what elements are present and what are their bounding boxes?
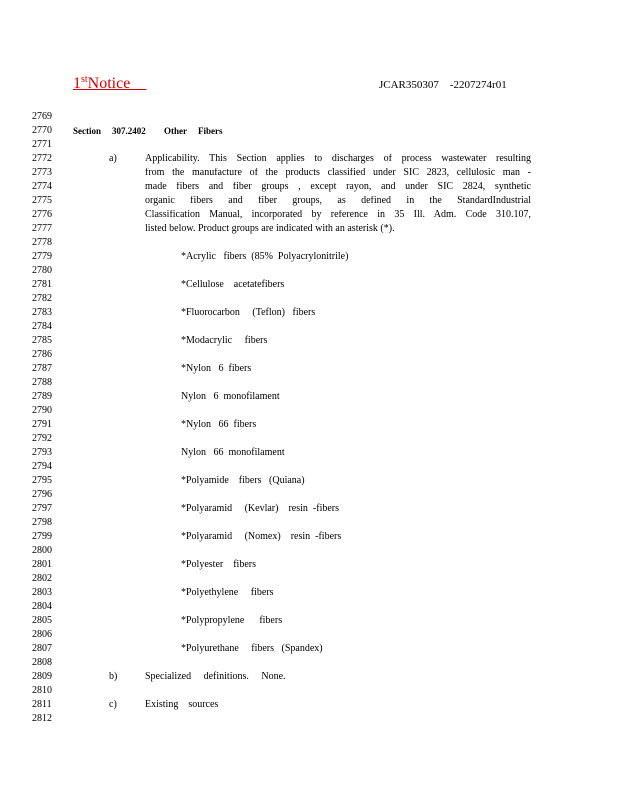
paragraph-line: made fibers and fiber groups , except rayon, and under SIC 2824, synthetic bbox=[145, 182, 531, 192]
product-item: *Nylon 6 fibers bbox=[181, 363, 252, 374]
line-number: 2806 bbox=[32, 629, 52, 640]
line-number: 2803 bbox=[32, 587, 52, 598]
line-number: 2807 bbox=[32, 643, 52, 654]
paragraph-line: organic fibers and fiber groups, as defined in the StandardIndustrial bbox=[145, 196, 531, 206]
line-number: 2789 bbox=[32, 391, 52, 402]
line-number: 2791 bbox=[32, 419, 52, 430]
paragraph-line: Applicability. This Section applies to discharges of process wastewater resulting bbox=[145, 154, 531, 164]
line-number: 2774 bbox=[32, 181, 52, 192]
product-item: *Polyaramid (Kevlar) resin -fibers bbox=[181, 503, 340, 514]
line-number: 2805 bbox=[32, 615, 52, 626]
product-item: *Cellulose acetatefibers bbox=[181, 279, 285, 290]
product-item: *Polypropylene fibers bbox=[181, 615, 283, 626]
line-number: 2776 bbox=[32, 209, 52, 220]
subsection-a-marker: a) bbox=[109, 153, 117, 164]
paragraph-line: from the manufacture of the products classified under SIC 2823, cellulosic man - bbox=[145, 168, 531, 178]
section-number: 307.2402 bbox=[112, 126, 146, 136]
product-item: Nylon 6 monofilament bbox=[181, 391, 280, 402]
line-number: 2812 bbox=[32, 713, 52, 724]
product-item: *Fluorocarbon (Teflon) fibers bbox=[181, 307, 316, 318]
line-number: 2787 bbox=[32, 363, 52, 374]
product-item: Nylon 66 monofilament bbox=[181, 447, 285, 458]
line-number: 2785 bbox=[32, 335, 52, 346]
line-number: 2811 bbox=[32, 699, 52, 710]
product-item: *Polyester fibers bbox=[181, 559, 256, 570]
line-number: 2778 bbox=[32, 237, 52, 248]
line-number: 2810 bbox=[32, 685, 52, 696]
line-number: 2794 bbox=[32, 461, 52, 472]
line-number: 2793 bbox=[32, 447, 52, 458]
product-item: *Polyaramid (Nomex) resin -fibers bbox=[181, 531, 342, 542]
notice-word: Notice bbox=[87, 75, 131, 92]
line-number: 2784 bbox=[32, 321, 52, 332]
line-number: 2798 bbox=[32, 517, 52, 528]
line-number: 2788 bbox=[32, 377, 52, 388]
line-number: 2782 bbox=[32, 293, 52, 304]
line-number: 2770 bbox=[32, 125, 52, 136]
line-number: 2779 bbox=[32, 251, 52, 262]
line-number: 2809 bbox=[32, 671, 52, 682]
line-number: 2780 bbox=[32, 265, 52, 276]
existing-sources-text: Existing sources bbox=[145, 699, 219, 710]
document-id: JCAR350307 -2207274r01 bbox=[379, 79, 507, 91]
line-number: 2797 bbox=[32, 503, 52, 514]
section-title-word-1: Other bbox=[164, 126, 187, 136]
line-number: 2786 bbox=[32, 349, 52, 360]
notice-ordinal-suffix: st bbox=[81, 74, 88, 85]
line-number: 2783 bbox=[32, 307, 52, 318]
line-number: 2773 bbox=[32, 167, 52, 178]
line-number: 2796 bbox=[32, 489, 52, 500]
line-number: 2771 bbox=[32, 139, 52, 150]
line-number: 2790 bbox=[32, 405, 52, 416]
section-title-word-2: Fibers bbox=[198, 126, 223, 136]
line-number: 2775 bbox=[32, 195, 52, 206]
line-number: 2781 bbox=[32, 279, 52, 290]
line-number: 2800 bbox=[32, 545, 52, 556]
specialized-definitions-text: Specialized definitions. None. bbox=[145, 671, 286, 682]
applicability-paragraph bbox=[145, 154, 531, 234]
paragraph-line: listed below. Product groups are indicated with an asterisk (*). bbox=[145, 224, 395, 234]
line-number: 2777 bbox=[32, 223, 52, 234]
product-item: *Modacrylic fibers bbox=[181, 335, 268, 346]
line-number: 2799 bbox=[32, 531, 52, 542]
notice-label bbox=[73, 74, 146, 93]
line-number: 2804 bbox=[32, 601, 52, 612]
line-number: 2801 bbox=[32, 559, 52, 570]
product-item: *Nylon 66 fibers bbox=[181, 419, 257, 430]
section-word: Section bbox=[73, 126, 101, 136]
notice-number: 1 bbox=[73, 75, 81, 92]
product-item: *Polyurethane fibers (Spandex) bbox=[181, 643, 323, 654]
product-item: *Polyethylene fibers bbox=[181, 587, 274, 598]
subsection-b-marker: b) bbox=[109, 671, 118, 682]
line-number: 2772 bbox=[32, 153, 52, 164]
line-number: 2769 bbox=[32, 111, 52, 122]
subsection-c-marker: c) bbox=[109, 699, 117, 710]
product-item: *Acrylic fibers (85% Polyacrylonitrile) bbox=[181, 251, 349, 262]
line-number: 2808 bbox=[32, 657, 52, 668]
paragraph-line: Classification Manual, incorporated by reference in 35 Ill. Adm. Code 310.107, bbox=[145, 210, 531, 220]
line-number: 2792 bbox=[32, 433, 52, 444]
product-item: *Polyamide fibers (Quiana) bbox=[181, 475, 305, 486]
line-number: 2795 bbox=[32, 475, 52, 486]
line-number: 2802 bbox=[32, 573, 52, 584]
